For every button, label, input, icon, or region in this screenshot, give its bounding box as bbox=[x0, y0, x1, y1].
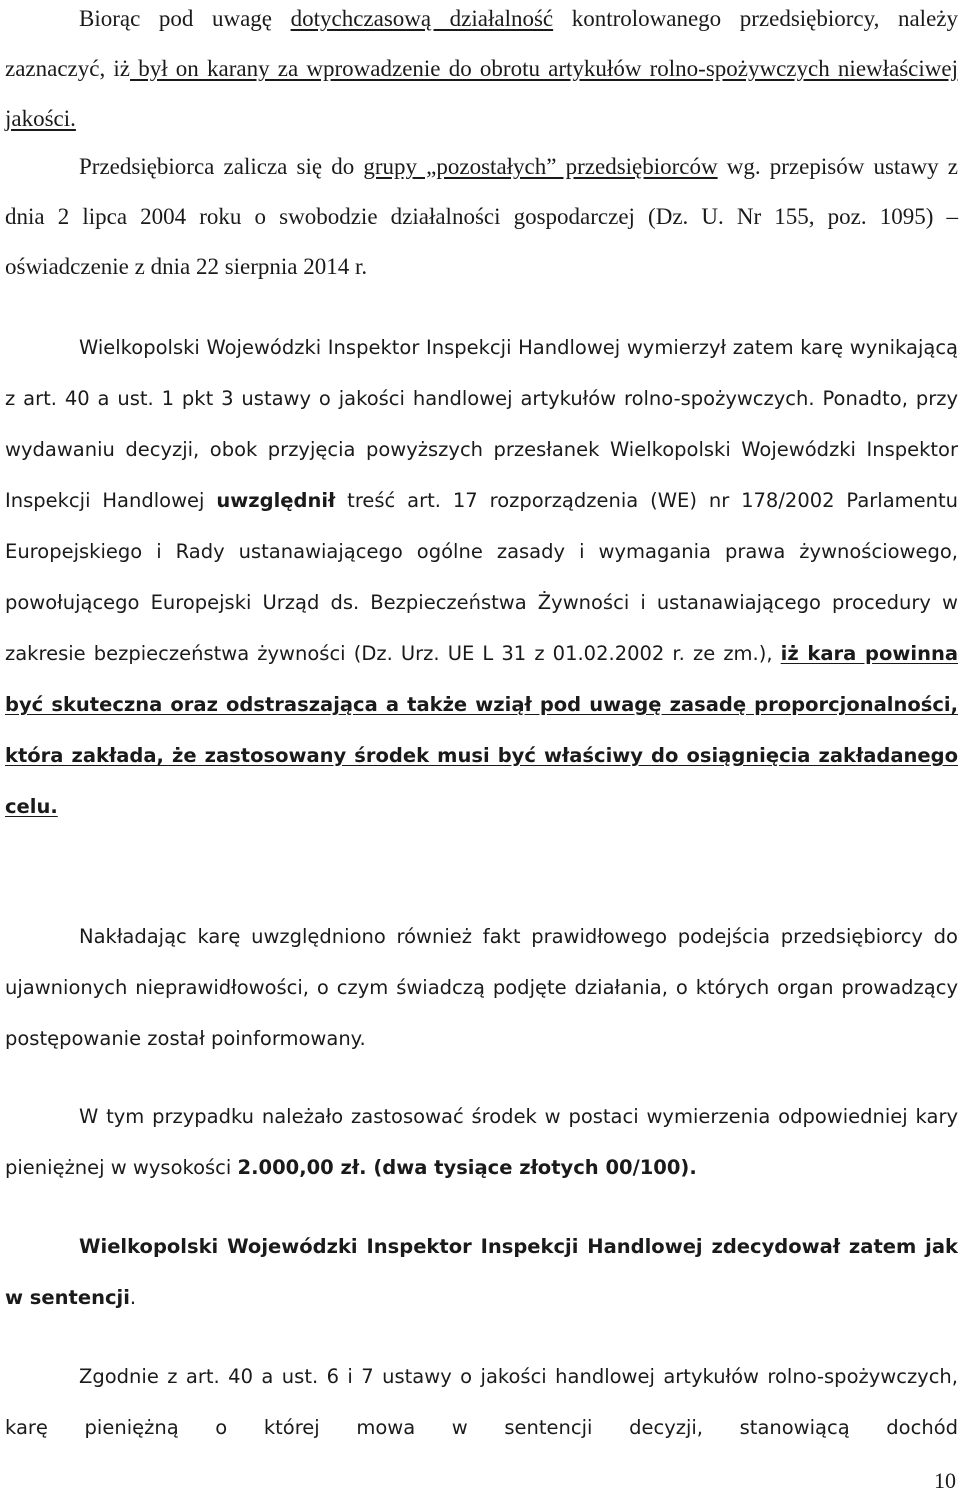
paragraph-mitigating-factors bbox=[5, 911, 958, 1064]
text: Nakładając karę uwzględniono również fakt prawidłowego podejścia przedsiębiorcy do ujawnionych nieprawidłowości, o czym świadczą podjęte działania, o których organ prowadzący postępowanie został poinformowany. bbox=[5, 925, 958, 1050]
paragraph-penalty-basis bbox=[5, 322, 958, 832]
page-number: 10 bbox=[934, 1468, 956, 1493]
text: . bbox=[129, 1286, 137, 1309]
bold-text: Wielkopolski Wojewódzki Inspektor Inspekcji Handlowej zdecydował zatem jak w sentencji bbox=[5, 1235, 958, 1309]
bold-amount: 2.000,00 zł. (dwa tysiące złotych 00/100). bbox=[237, 1156, 697, 1179]
paragraph-decision bbox=[5, 1221, 958, 1323]
paragraph-prior-activity bbox=[5, 0, 958, 144]
underlined-text: dotychczasową działalność bbox=[290, 6, 554, 31]
paragraph-penalty-amount bbox=[5, 1091, 958, 1193]
text: W tym przypadku należało zastosować środek w postaci wymierzenia odpowiedniej kary pieniężnej w wysokości bbox=[5, 1105, 958, 1179]
text: Wielkopolski Wojewódzki Inspektor Inspekcji Handlowej wymierzył zatem karę wynikającą z art. 40 a ust. 1 pkt 3 ustawy o jakości handlowej artykułów rolno-spożywczych. Ponadto, przy wydawaniu decyzji, obok przyjęcia powyższych przesłanek Wielkopolski Wojewódzki Inspektor Inspekcji Handlowej bbox=[5, 336, 958, 512]
text: Przedsiębiorca zalicza się do bbox=[79, 154, 364, 179]
underlined-text: był on karany za wprowadzenie do obrotu artykułów rolno-spożywczych niewłaściwej jakości. bbox=[5, 56, 958, 131]
text: treść art. 17 rozporządzenia (WE) nr 178/2002 Parlamentu Europejskiego i Rady ustanawiającego ogólne zasady i wymagania prawa żywnościowego, powołującego Europejski Urząd ds. Bezpieczeństwa Żywności i ustanawiającego procedury w zakresie bezpieczeństwa żywności (Dz. Urz. UE L 31 z 01.02.2002 r. ze zm.), bbox=[5, 489, 959, 665]
text: Zgodnie z art. 40 a ust. 6 i 7 ustawy o jakości handlowej artykułów rolno-spożywczych, karę pieniężną o której mowa w sentencji decyzji, stanowiącą dochód bbox=[5, 1365, 958, 1439]
paragraph-legal-basis bbox=[5, 1351, 958, 1453]
bold-text: uwzględnił bbox=[216, 489, 336, 512]
underlined-text: grupy „pozostałych” przedsiębiorców bbox=[363, 154, 718, 179]
paragraph-enterprise-group bbox=[5, 142, 958, 292]
text: wg. przepisów ustawy z dnia 2 lipca 2004 roku o swobodzie działalności gospodarczej (Dz. U. Nr 155, poz. 1095) – oświadczenie z dnia 22 sierpnia 2014 r. bbox=[5, 154, 958, 279]
text: kontrolowanego przedsiębiorcy, należy zaznaczyć, iż bbox=[5, 6, 958, 81]
bold-underlined-text: iż kara powinna być skuteczna oraz odstraszająca a także wziął pod uwagę zasadę proporcjonalności, która zakłada, że zastosowany środek musi być właściwy do osiągnięcia zakładanego celu. bbox=[5, 642, 958, 818]
text: Biorąc pod uwagę bbox=[79, 6, 291, 31]
